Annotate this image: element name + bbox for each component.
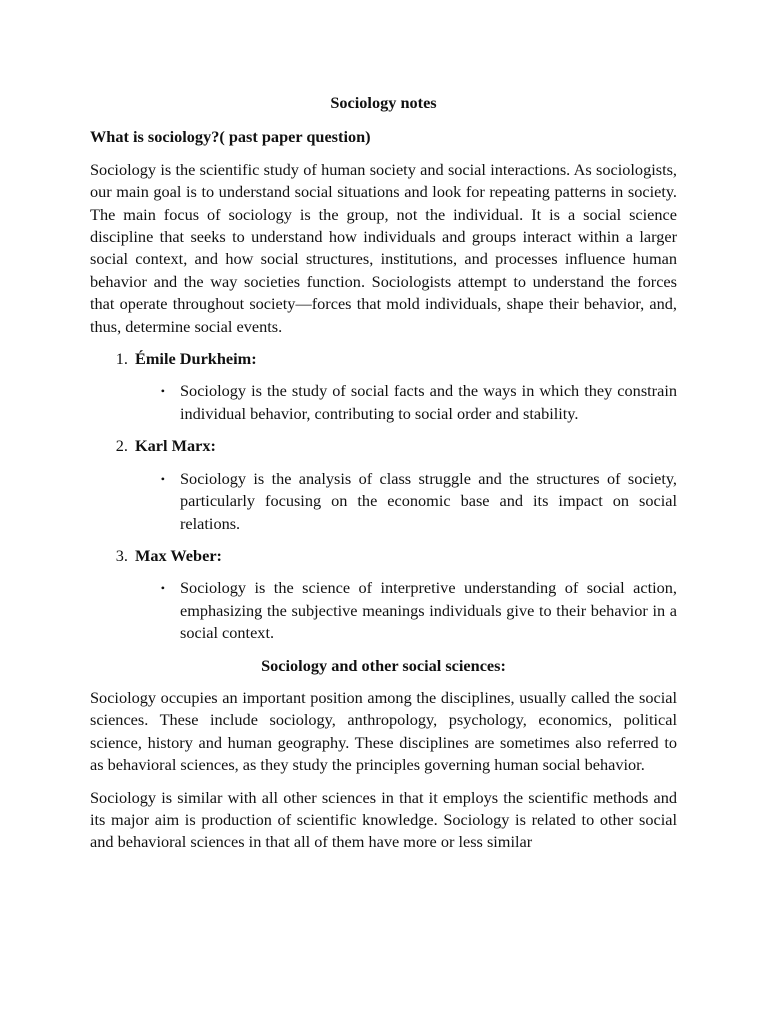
definition-number: 3. (115, 545, 128, 565)
definition-number: 1. (115, 349, 128, 369)
definition-author: Émile Durkheim: (135, 349, 257, 369)
definition-header (90, 435, 677, 457)
definition-bullet-row (90, 468, 677, 535)
bullet-icon: • (160, 471, 165, 486)
definition-header (90, 545, 677, 567)
section-paragraph-1: Sociology occupies an important position among the disciplines, usually called the social sciences. These include sociology, anthropology, psychology, economics, political science, history and human geography. These disciplines are sometimes also referred to as behavioral sciences, as they study the principles governing human social behavior. (90, 687, 677, 775)
definition-item (90, 435, 677, 535)
definition-text: Sociology is the study of social facts and the ways in which they constrain individual behavior, contributing to social order and stability. (180, 381, 677, 423)
definition-text: Sociology is the science of interpretive understanding of social action, emphasizing the subjective meanings individuals give to their behavior in a social context. (180, 578, 677, 643)
definition-number: 2. (115, 436, 128, 456)
definition-text: Sociology is the analysis of class struggle and the structures of society, particularly focusing on the economic base and its impact on social relations. (180, 468, 677, 533)
section-heading: Sociology and other social sciences: (261, 655, 506, 675)
bullet-icon: • (160, 581, 165, 596)
question-heading: What is sociology?( past paper question) (90, 127, 371, 147)
definition-bullet-row (90, 380, 677, 425)
definition-header (90, 348, 677, 370)
definitions-list (90, 348, 677, 644)
definition-item (90, 545, 677, 645)
definition-bullet-row (90, 577, 677, 644)
section-paragraph-2: Sociology is similar with all other sciences in that it employs the scientific methods and its major aim is production of scientific knowledge. Sociology is related to other social and behavioral sciences in that all of them have more or less similar (90, 787, 677, 852)
definition-author: Karl Marx: (135, 436, 216, 456)
document-page (90, 92, 677, 864)
bullet-icon: • (160, 384, 165, 399)
intro-paragraph: Sociology is the scientific study of human society and social interactions. As sociologists, our main goal is to understand social situations and look for repeating patterns in society. The main focus of sociology is the group, not the individual. It is a social science discipline that seeks to understand how individuals and groups interact within a larger social context, and how social structures, institutions, and processes influence human behavior and the way societies function. Sociologists attempt to understand the forces that operate throughout society—forces that mold individuals, shape their behavior, and, thus, determine social events. (90, 159, 677, 336)
definition-author: Max Weber: (135, 545, 222, 565)
document-title: Sociology notes (330, 93, 437, 112)
definition-item (90, 348, 677, 425)
